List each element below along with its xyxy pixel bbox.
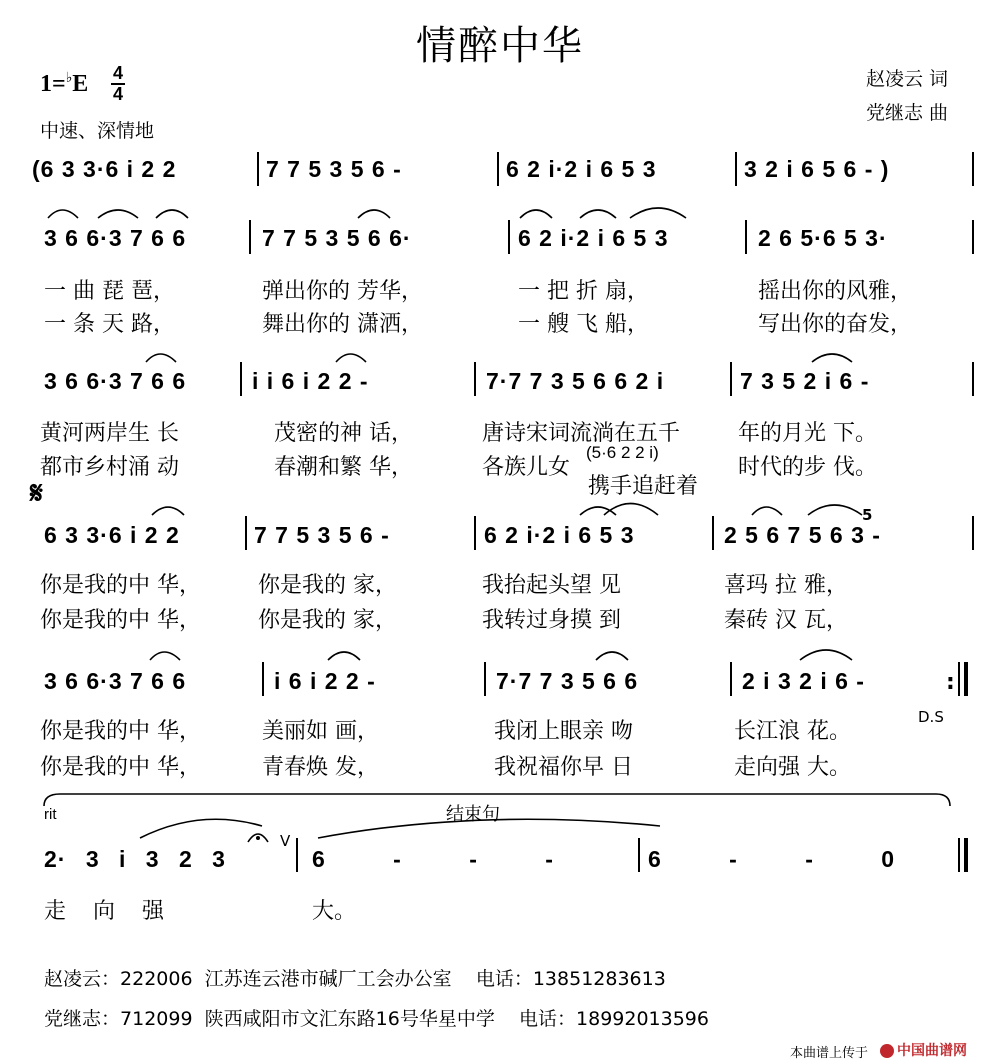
slur (580, 507, 616, 515)
lyric-s4-v2-m1: 你是我的中 华， (40, 608, 201, 633)
ending-bracket (44, 794, 950, 806)
lyric-s5-v1-m3: 我闭上眼亲 吻 (494, 719, 633, 744)
lyric-s2-v2-m2: 舞出你的 潇洒， (262, 312, 423, 337)
lyric-s3-v1-m3: 唐诗宋词流淌在五千 (482, 421, 681, 446)
slur (98, 210, 138, 218)
system4-measure1: 6 3 3·6 i 2 2 (44, 522, 180, 548)
slur (146, 354, 176, 362)
ds-marking: D.S (918, 708, 944, 726)
slur (156, 210, 188, 218)
tempo-marking: 中速、深情地 (40, 120, 155, 142)
system2-measure2: 7 7 5 3 5 6 6· (262, 225, 412, 251)
lyric-s3-v1-m1: 黄河两岸生 长 (40, 421, 179, 446)
system3-measure3: 7·7 7 3 5 6 6 2 i (486, 368, 665, 394)
lyric-s6-m1: 走 向 强 (44, 899, 164, 924)
slur (48, 210, 78, 218)
lyric-s3-v2-m1: 都市乡村涌 动 (40, 455, 179, 480)
slur (150, 652, 180, 660)
slur (812, 354, 852, 362)
lyric-s2-v2-m3: 一 艘 飞 船， (518, 312, 649, 337)
tie (318, 819, 660, 838)
system3-measure4: 7 3 5 2 i 6 - (740, 368, 870, 394)
lyric-s2-v1-m2: 弹出你的 芳华， (262, 279, 423, 304)
system2-measure1: 3 6 6·3 7 6 6 (44, 225, 187, 251)
song-title: 情醉中华 (416, 23, 584, 69)
lyric-s6-m2: 大。 (312, 899, 357, 924)
site-logo[interactable]: 中国曲谱网 (880, 1040, 967, 1060)
composer-credit: 党继志 曲 (866, 102, 949, 124)
contact-composer: 党继志：712099 陕西咸阳市文汇东路16号华星中学 电话：18992013596 (44, 1008, 709, 1030)
system1-measure2: 7 7 5 3 5 6 - (266, 156, 402, 182)
lyric-s2-v1-m1: 一 曲 琵 琶， (44, 279, 175, 304)
slur (596, 652, 628, 660)
slur (808, 505, 862, 515)
lyric-s4-v1-m2: 你是我的 家， (258, 573, 397, 598)
lyric-s4-v1-m3: 我抬起头望 见 (482, 573, 621, 598)
lyric-s4-v1-m1: 你是我的中 华， (40, 573, 201, 598)
lyric-s5-v1-m4: 长江浪 花。 (734, 719, 851, 744)
lyric-s3-v2-m2: 春潮和繁 华， (274, 455, 413, 480)
lyric-s3-v1-m2: 茂密的神 话， (274, 421, 413, 446)
system2-measure3: 6 2 i·2 i 6 5 3 (518, 225, 669, 251)
lyric-s2-v2-m1: 一 条 天 路， (44, 312, 175, 337)
slur (358, 210, 390, 218)
lyric-s5-v2-m1: 你是我的中 华， (40, 755, 201, 780)
slur (520, 210, 552, 218)
upload-note: 本曲谱上传于 (790, 1046, 869, 1061)
breath-mark: V (280, 832, 291, 850)
system6-measure3: 6 - - 0 (648, 846, 896, 872)
slur (140, 819, 262, 838)
system2-measure4: 2 6 5·6 5 3· (758, 225, 888, 251)
system5-measure3: 7·7 7 3 5 6 6 (496, 668, 639, 694)
grace-note: 5 (862, 506, 873, 524)
contact-lyricist: 赵凌云：222006 江苏连云港市碱厂工会办公室 电话：13851283613 (44, 968, 666, 990)
lyric-s5-v2-m2: 青春焕 发， (262, 755, 379, 780)
slur (336, 354, 366, 362)
rit-marking: rit (44, 806, 57, 823)
lyric-s4-v2-m3: 我转过身摸 到 (482, 608, 621, 633)
slur (328, 652, 360, 660)
lyric-s4-v2-m4: 秦砖 汉 瓦， (724, 608, 848, 633)
lyricist-credit: 赵凌云 词 (866, 68, 949, 90)
system1-measure3: 6 2 i·2 i 6 5 3 (506, 156, 657, 182)
slur (152, 507, 184, 515)
lyric-s5-v2-m3: 我祝福你早 日 (494, 755, 633, 780)
slur (580, 210, 616, 218)
lyric-s5-v2-m4: 走向强 大。 (734, 755, 851, 780)
lyric-s3-v1-m4: 年的月光 下。 (738, 421, 877, 446)
lyric-s3-v2-m4: 时代的步 伐。 (738, 455, 877, 480)
lyric-s4-v1-m4: 喜玛 拉 雅， (724, 573, 848, 598)
repeat-dots: : (946, 670, 955, 695)
system3-measure2: i i 6 i 2 2 - (252, 368, 369, 394)
lyric-s4-v2-m2: 你是我的 家， (258, 608, 397, 633)
alternate-notes: (5·6 2 2 i) (586, 443, 659, 462)
lyric-s2-v1-m3: 一 把 折 扇， (518, 279, 649, 304)
lyric-s3-v2-m3: 各族儿女 (482, 455, 571, 480)
lyric-s5-v1-m2: 美丽如 画， (262, 719, 379, 744)
slur (604, 504, 658, 516)
system4-measure4: 2 5 6 7 5 6 3 - (724, 522, 881, 548)
system1-measure1: (6 3 3·6 i 2 2 (32, 156, 177, 182)
system3-measure1: 3 6 6·3 7 6 6 (44, 368, 187, 394)
system6-measure2: 6 - - - (312, 846, 554, 872)
slur (800, 650, 852, 660)
alternate-lyric: 携手追赶着 (588, 474, 699, 499)
lyric-s2-v2-m4: 写出你的奋发， (758, 312, 913, 337)
key-signature: 1=♭E (40, 71, 89, 97)
slur (752, 507, 782, 515)
segno-sign: 𝄋 (30, 476, 43, 511)
lyric-s5-v1-m1: 你是我的中 华， (40, 719, 201, 744)
slur (630, 208, 686, 218)
logo-icon (880, 1044, 894, 1058)
system6-measure1: 2· 3 i 3 2 3 (44, 846, 226, 872)
system4-measure2: 7 7 5 3 5 6 - (254, 522, 390, 548)
system1-measure4: 3 2 i 6 5 6 - ) (744, 156, 890, 182)
system5-measure4: 2 i 3 2 i 6 - (742, 668, 865, 694)
ending-label: 结束句 (446, 804, 500, 825)
system5-measure2: i 6 i 2 2 - (274, 668, 376, 694)
time-signature: 4 4 (112, 63, 123, 104)
system4-measure3: 6 2 i·2 i 6 5 3 (484, 522, 635, 548)
lyric-s2-v1-m4: 摇出你的风雅， (758, 279, 913, 304)
system5-measure1: 3 6 6·3 7 6 6 (44, 668, 187, 694)
